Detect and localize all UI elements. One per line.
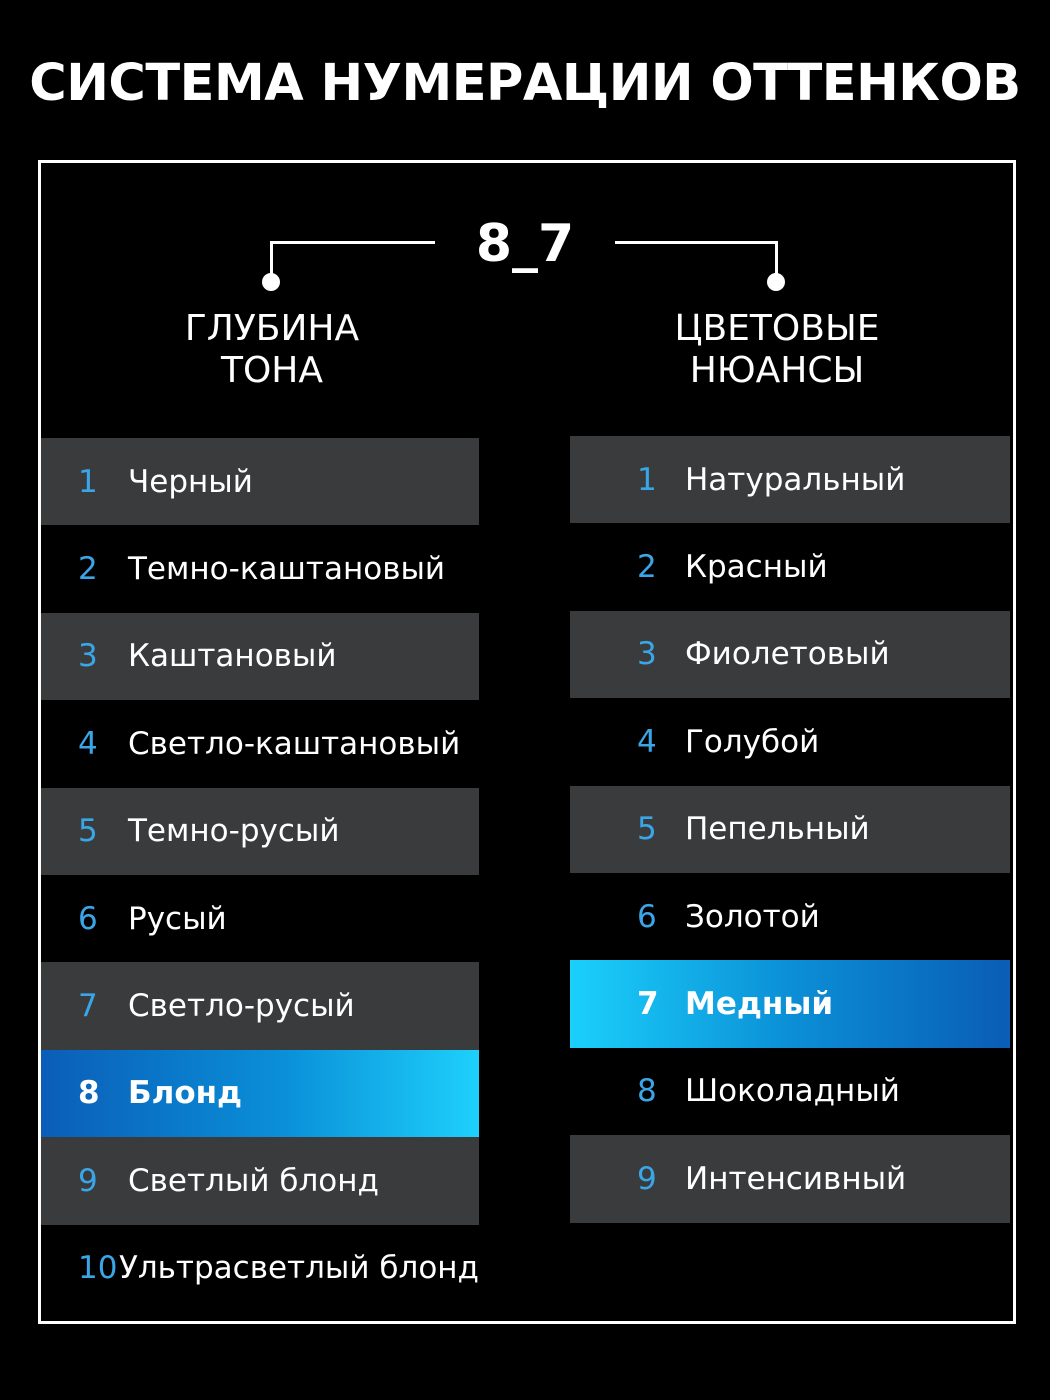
connector-right (615, 241, 778, 280)
item-label: Золотой (685, 898, 820, 935)
nuance-item-3 (570, 611, 1010, 698)
depth-item-2 (41, 525, 479, 612)
item-label: Ультрасветлый блонд (118, 1250, 479, 1287)
item-number: 1 (78, 463, 98, 500)
item-number: 6 (637, 898, 657, 935)
depth-list (41, 438, 479, 1312)
nuance-item-7 (570, 960, 1010, 1047)
item-label: Шоколадный (685, 1073, 900, 1110)
item-number: 3 (78, 638, 98, 675)
nuance-item-6 (570, 873, 1010, 960)
column-heading-nuances-line2: НЮАНСЫ (689, 350, 865, 391)
column-heading-nuances (597, 308, 957, 392)
item-number: 7 (78, 988, 98, 1025)
nuance-item-9 (570, 1135, 1010, 1222)
item-label: Черный (128, 463, 253, 500)
item-number: 2 (78, 551, 98, 588)
item-label: Блонд (128, 1075, 243, 1112)
item-number: 2 (637, 549, 657, 586)
item-number: 7 (637, 986, 659, 1023)
item-label: Светло-каштановый (128, 725, 461, 762)
nuance-item-8 (570, 1048, 1010, 1135)
nuance-item-5 (570, 786, 1010, 873)
item-label: Темно-русый (128, 813, 340, 850)
item-label: Светло-русый (128, 988, 355, 1025)
column-heading-nuances-line1: ЦВЕТОВЫЕ (674, 308, 880, 349)
item-number: 8 (637, 1073, 657, 1110)
item-number: 4 (637, 723, 657, 760)
column-heading-depth-line2: ТОНА (220, 350, 324, 391)
item-label: Светлый блонд (128, 1162, 379, 1199)
connector-dot-left (262, 273, 280, 291)
item-label: Русый (128, 900, 227, 937)
nuance-item-1 (570, 436, 1010, 523)
item-label: Натуральный (685, 461, 906, 498)
item-label: Красный (685, 549, 828, 586)
depth-item-4 (41, 700, 479, 787)
item-number: 5 (78, 813, 98, 850)
item-number: 4 (78, 725, 98, 762)
nuance-item-4 (570, 698, 1010, 785)
depth-item-3 (41, 613, 479, 700)
page-title: СИСТЕМА НУМЕРАЦИИ ОТТЕНКОВ (29, 54, 1021, 113)
depth-item-1 (41, 438, 479, 525)
depth-item-7 (41, 962, 479, 1049)
item-number: 9 (78, 1162, 98, 1199)
connector-left (270, 241, 435, 280)
depth-item-9 (41, 1137, 479, 1224)
item-number: 5 (637, 811, 657, 848)
item-number: 1 (637, 461, 657, 498)
shade-code: 8_7 (475, 214, 575, 274)
nuance-item-2 (570, 523, 1010, 610)
depth-item-5 (41, 788, 479, 875)
item-label: Интенсивный (685, 1160, 907, 1197)
item-number: 3 (637, 636, 657, 673)
item-label: Фиолетовый (685, 636, 890, 673)
item-number: 9 (637, 1160, 657, 1197)
item-label: Темно-каштановый (128, 551, 446, 588)
depth-item-10 (41, 1225, 479, 1312)
depth-item-8 (41, 1050, 479, 1137)
item-label: Голубой (685, 723, 820, 760)
connector-dot-right (767, 273, 785, 291)
item-label: Каштановый (128, 638, 337, 675)
column-heading-depth-line1: ГЛУБИНА (184, 308, 360, 349)
depth-item-6 (41, 875, 479, 962)
item-label: Медный (685, 986, 834, 1023)
item-number: 6 (78, 900, 98, 937)
item-number: 10 (78, 1250, 118, 1287)
item-number: 8 (78, 1075, 100, 1112)
column-heading-depth (92, 308, 452, 392)
item-label: Пепельный (685, 811, 870, 848)
nuance-list (570, 436, 1010, 1223)
